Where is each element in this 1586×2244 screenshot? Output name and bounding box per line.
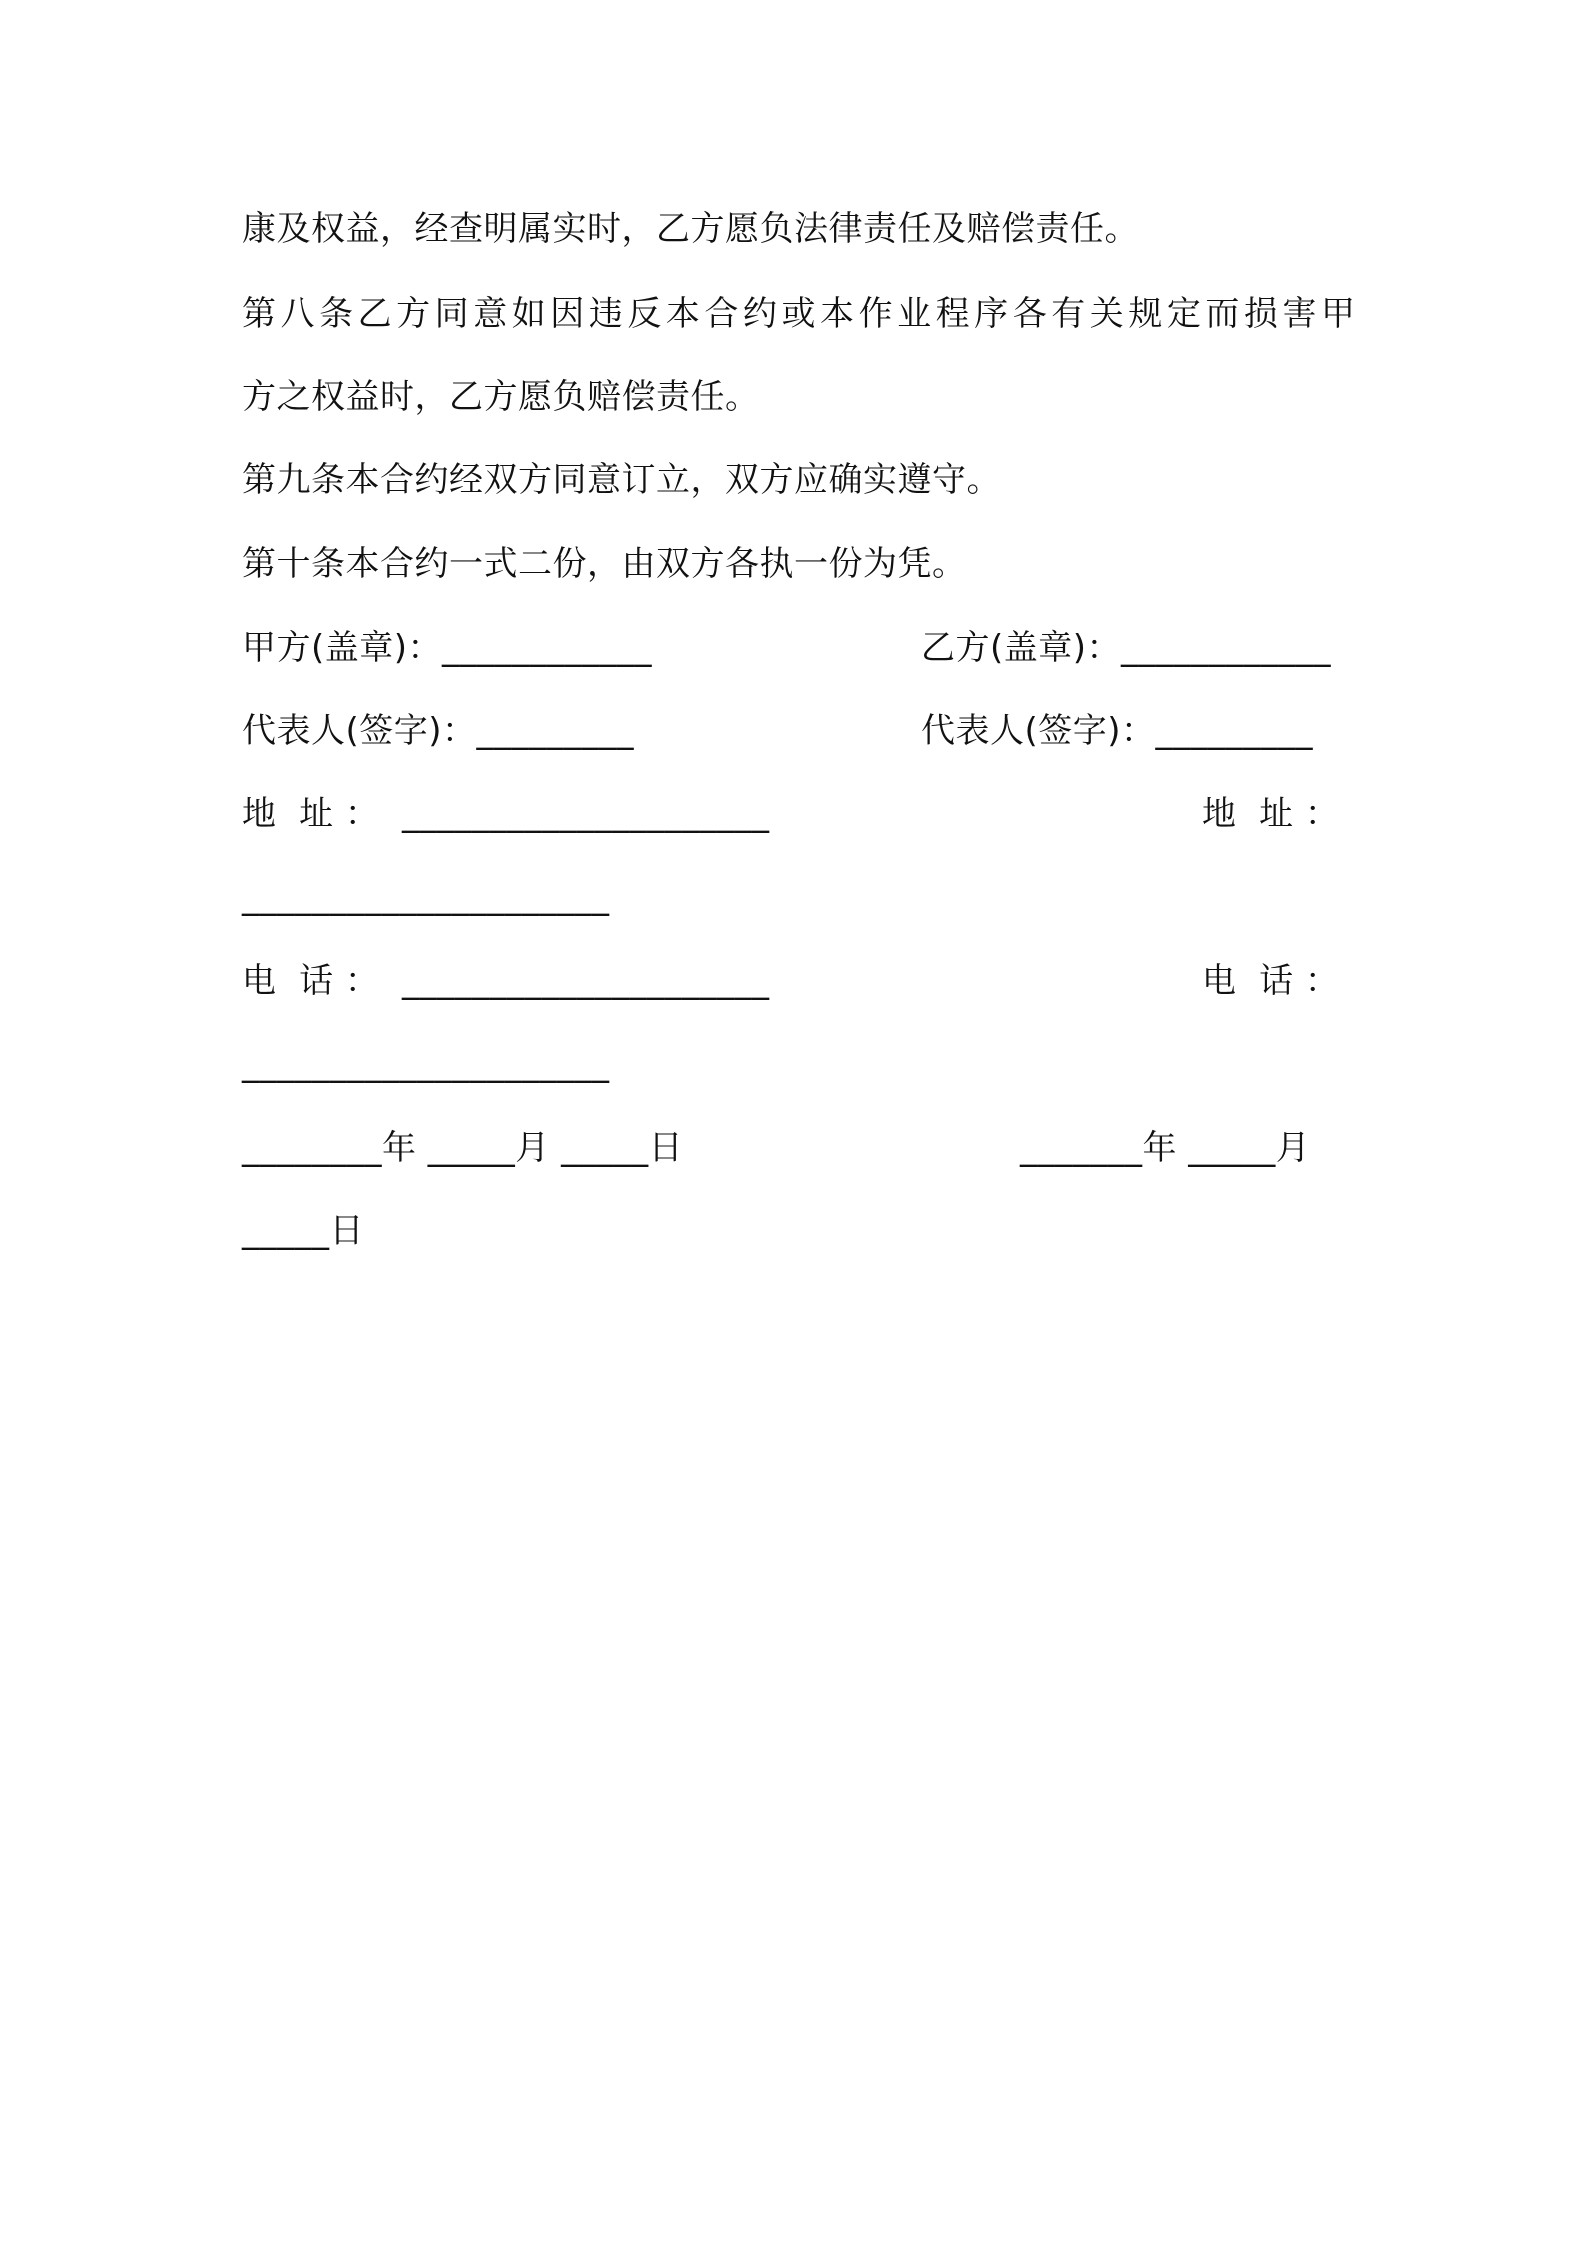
- clause-8-line-1: 第八条乙方同意如因违反本合约或本作业程序各有关规定而损害甲: [242, 294, 1355, 334]
- party-a-phone-field: 电 话 ： _____________________: [242, 961, 770, 1001]
- party-b-address-label: 地 址 ：: [1202, 794, 1340, 834]
- clause-10: 第十条本合约一式二份，由双方各执一份为凭。: [242, 544, 967, 584]
- party-a-seal-field: 甲方(盖章)：____________: [242, 628, 653, 668]
- party-a-date-field: ________年 _____月 _____日: [242, 1128, 684, 1168]
- clause-9: 第九条本合约经双方同意订立，双方应确实遵守。: [242, 460, 1001, 500]
- party-b-phone-label: 电 话 ：: [1202, 961, 1340, 1001]
- party-b-seal-field: 乙方(盖章)：____________: [921, 628, 1332, 668]
- party-b-date-day: _____日: [242, 1211, 364, 1251]
- party-b-phone-line: _____________________: [242, 1044, 610, 1084]
- party-a-address-field: 地 址 ： _____________________: [242, 794, 770, 834]
- clause-8-line-2: 方之权益时，乙方愿负赔偿责任。: [242, 377, 760, 417]
- clause-7-continuation: 康及权益，经查明属实时，乙方愿负法律责任及赔偿责任。: [242, 209, 1139, 249]
- party-b-address-line: _____________________: [242, 877, 610, 917]
- party-b-date-field: _______年 _____月: [1020, 1128, 1311, 1168]
- party-b-representative-field: 代表人(签字)：_________: [921, 711, 1314, 751]
- party-a-representative-field: 代表人(签字)：_________: [242, 711, 635, 751]
